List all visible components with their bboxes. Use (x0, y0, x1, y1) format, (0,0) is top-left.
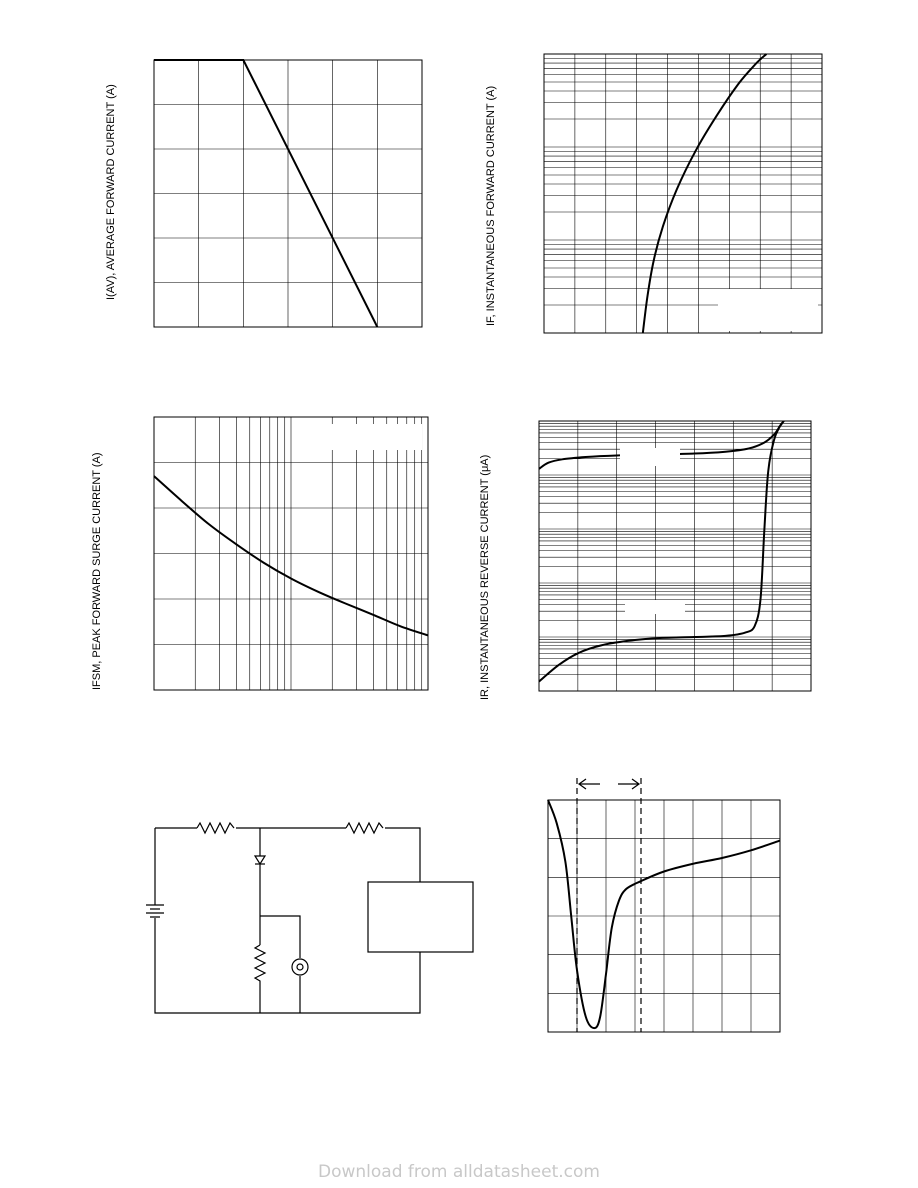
resistor-2 (346, 823, 383, 833)
oscilloscope-box (368, 882, 473, 952)
footer-watermark: Download from alldatasheet.com (318, 1162, 600, 1182)
chart-3-ylabel: IFSM, PEAK FORWARD SURGE CURRENT (A) (91, 452, 103, 690)
arrow-right-icon (618, 779, 639, 789)
test-circuit-schematic (146, 823, 473, 1013)
chart-1-plot (154, 60, 422, 327)
diode-icon (255, 856, 265, 864)
battery-icon (146, 905, 164, 917)
chart-5-recovery-waveform (548, 778, 780, 1032)
legend-box (312, 424, 422, 450)
chart-3-plot (154, 417, 428, 690)
chart-4-plot (539, 421, 811, 691)
legend-box (718, 289, 818, 331)
series-label-box (620, 448, 680, 466)
resistor-3 (255, 945, 265, 1013)
chart-4-ylabel: IR, INSTANTANEOUS REVERSE CURRENT (μA) (479, 454, 491, 700)
series-label-box (625, 600, 685, 614)
chart-1-ylabel: I(AV), AVERAGE FORWARD CURRENT (A) (105, 84, 117, 300)
chart-2-ylabel: IF, INSTANTANEOUS FORWARD CURRENT (A) (485, 85, 497, 326)
arrow-left-icon (579, 779, 600, 789)
probe-connector-icon (292, 959, 308, 975)
chart-2-plot (544, 54, 822, 333)
resistor-1 (197, 823, 234, 833)
